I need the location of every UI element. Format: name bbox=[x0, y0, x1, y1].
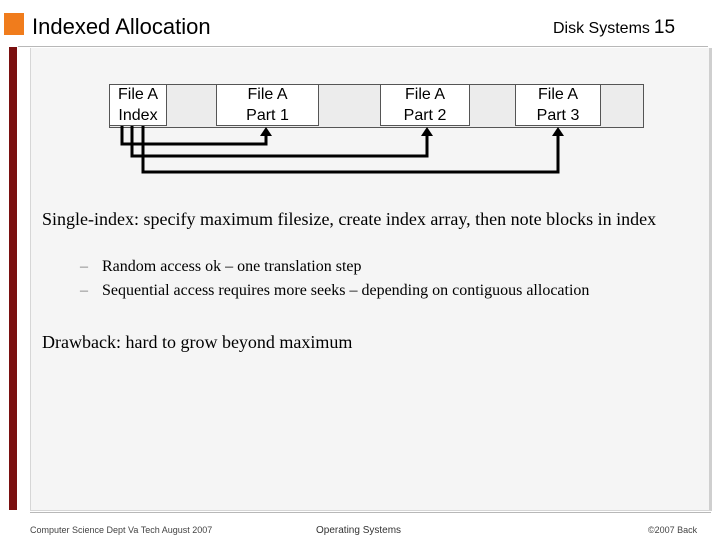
block-label-line1: File A bbox=[247, 86, 288, 103]
block-label-line2: Index bbox=[118, 107, 158, 124]
footer-center: Operating Systems bbox=[316, 525, 402, 536]
dash-marker: – bbox=[80, 258, 88, 275]
arrowhead-part-1 bbox=[260, 127, 272, 136]
block-label-line2: Part 1 bbox=[246, 107, 289, 124]
bullet-single-index: Single-index: specify maximum filesize, create index array, then note blocks in index bbox=[42, 209, 657, 229]
footer-right: ©2007 Back bbox=[648, 525, 698, 535]
slide-number: 15 bbox=[653, 17, 676, 38]
slide-title: Indexed Allocation bbox=[32, 14, 211, 39]
block-label-line1: File A bbox=[537, 86, 578, 103]
sub-bullet-text: Random access ok – one translation step bbox=[102, 258, 362, 275]
pointer-to-part-2 bbox=[132, 126, 427, 156]
block-label-line1: File A bbox=[117, 86, 158, 103]
footer-left: Computer Science Dept Va Tech August 2007 bbox=[30, 525, 213, 535]
pointer-to-part-3 bbox=[143, 126, 558, 172]
bullet-drawback: Drawback: hard to grow beyond maximum bbox=[42, 332, 353, 352]
footer-divider bbox=[30, 512, 711, 513]
dash-marker: – bbox=[80, 282, 88, 299]
arrowhead-part-2 bbox=[421, 127, 433, 136]
sub-bullet-text: Sequential access requires more seeks – depending on contiguous allocation bbox=[102, 282, 590, 299]
section-name: Disk Systems bbox=[553, 20, 650, 37]
block-label-line2: Part 3 bbox=[536, 107, 580, 124]
block-label-line1: File A bbox=[404, 86, 445, 103]
arrowhead-part-3 bbox=[552, 127, 564, 136]
block-label-line2: Part 2 bbox=[403, 107, 447, 124]
